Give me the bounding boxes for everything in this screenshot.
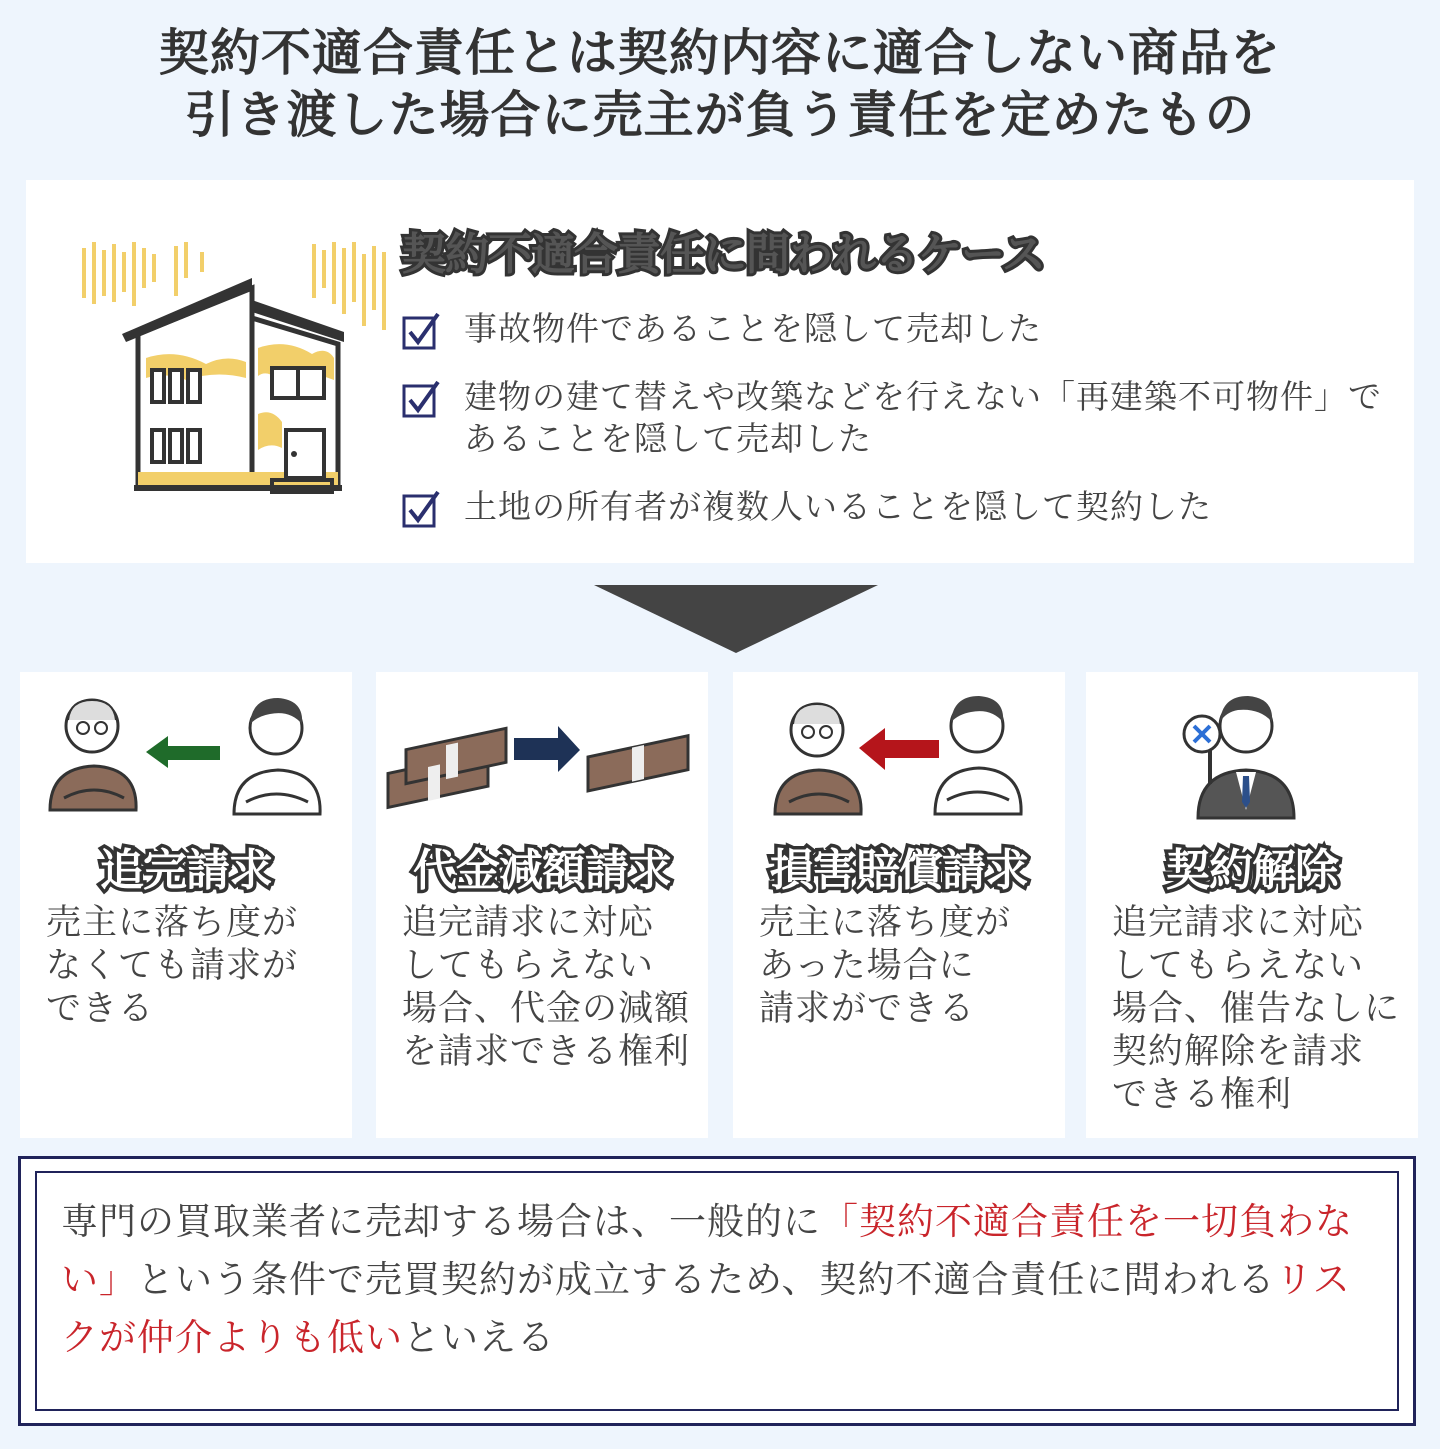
summary-text [61, 1193, 1381, 1367]
case-item-text: 建物の建て替えや改築などを行えない「再建築不可物件」であることを隠して売却した [464, 377, 1382, 458]
title-line-2: 引き渡した場合に売主が負う責任を定めたもの [184, 86, 1256, 144]
summary-seg3: という条件で売買契約が成立するため、契約不適合責任に問われる [137, 1258, 1276, 1301]
card-songai-baisho [733, 672, 1065, 1138]
left-arrow-icon [146, 736, 220, 768]
young-man-icon [234, 698, 320, 814]
old-man-icon [50, 700, 136, 810]
card-keiyaku-kaijo [1086, 672, 1418, 1138]
case-list [402, 308, 1402, 554]
money-transfer-illustration [376, 680, 708, 830]
card-heading: 契約解除 [1166, 845, 1338, 896]
card-heading: 代金減額請求 [413, 845, 671, 896]
money-stack-icon [388, 728, 506, 807]
case-panel [26, 180, 1414, 563]
summary-seg5: といえる [403, 1316, 555, 1359]
businessman-illustration [1086, 680, 1418, 830]
seller-buyer-illustration [733, 680, 1065, 830]
card-heading: 追完請求 [100, 845, 272, 896]
house-illustration [76, 238, 396, 508]
case-item-text: 事故物件であることを隠して売却した [464, 309, 1042, 348]
case-item [402, 308, 1402, 350]
businessman-icon [1198, 696, 1294, 818]
cross-sign-icon [1184, 716, 1220, 752]
card-desc: 売主に落ち度が なくても請求が できる [46, 903, 299, 1029]
checkbox-icon [402, 490, 442, 530]
case-item [402, 376, 1402, 460]
page-title [0, 22, 1440, 146]
card-daikin-gengaku [376, 672, 708, 1138]
card-desc: 追完請求に対応 してもらえない 場合、催告なしに 契約解除を請求 できる権利 [1112, 903, 1401, 1115]
right-arrow-icon [514, 726, 580, 772]
summary-box [18, 1156, 1416, 1426]
seller-buyer-illustration [20, 680, 352, 830]
young-man-icon [935, 696, 1021, 814]
card-heading: 損害賠償請求 [770, 845, 1028, 896]
summary-highlight-1: 「契約不適合責任を一切負わない」 [61, 1200, 1353, 1301]
card-desc: 売主に落ち度が あった場合に 請求ができる [759, 903, 1012, 1029]
summary-seg1: 専門の買取業者に売却する場合は、一般的に [61, 1200, 821, 1243]
money-stack-icon [588, 736, 688, 791]
old-man-icon [775, 704, 861, 814]
case-heading: 契約不適合責任に問われるケース [402, 229, 1045, 280]
case-item [402, 486, 1402, 528]
checkbox-icon [402, 312, 442, 352]
card-tsuikan [20, 672, 352, 1138]
case-item-text: 土地の所有者が複数人いることを隠して契約した [464, 487, 1212, 526]
checkbox-icon [402, 380, 442, 420]
summary-highlight-2: リスクが仲介よりも低い [61, 1258, 1351, 1359]
down-arrow-icon [594, 585, 878, 653]
title-line-1: 契約不適合責任とは契約内容に適合しない商品を [159, 24, 1281, 82]
card-desc: 追完請求に対応 してもらえない 場合、代金の減額 を請求できる権利 [402, 903, 691, 1072]
left-arrow-icon [859, 728, 939, 770]
